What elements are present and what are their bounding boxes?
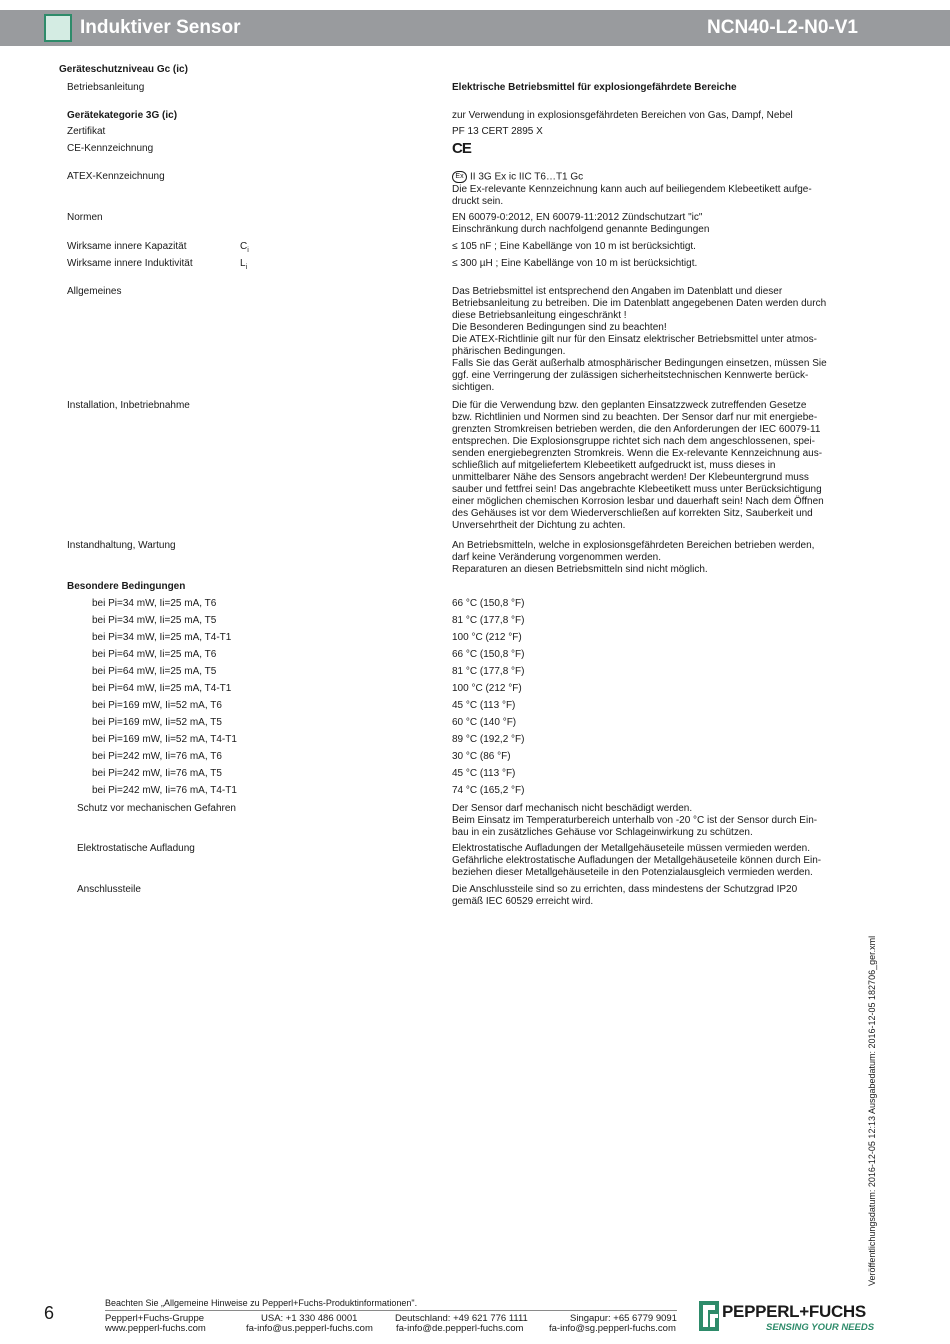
schutz-text: Der Sensor darf mechanisch nicht beschädigt werden. Beim Einsatz im Temperaturbereich unterhalb von -20 °C ist der Sensor durch Ein- bau in ein zusätzliches Gehäuse vor Schlageinwirkung zu schützen.	[452, 803, 818, 838]
installation-text: Die für die Verwendung bzw. den geplanten Einsatzzweck zutreffenden Gesetze bzw. Richtlinien und Normen sind zu beachten. Der Sensor darf nur mit energiebe- grenzten Stromkreisen betrieben werden, die den Anforderungen der IEC 60079-11 entsprechen. Die Explosionsgruppe richtet sich nach dem angeschlossenen, spei- senden energiebegrenzten Stromkreis. Wenn die Ex-relevante Kennzeichnung aus- schließlich auf mitgeliefertem Klebeetikett aufgedruckt ist, muss dieses in unmittelbarer Nähe des Sensors angebracht werden! Der Klebeuntergrund muss sauber und fettfrei sein! Das angebrachte Klebeetikett muss unter Berücksichtigung einer möglichen chemischen Korrosion lesbar und dauerhaft sein! Nach dem Öffnen des Gehäuses ist vor dem Wiederverschließen auf korrekten Sitz, Sauberkeit und Unversehrtheit der Dichtung zu achten.	[452, 400, 824, 531]
condition-value: 100 °C (212 °F)	[452, 632, 522, 643]
condition-label: bei Pi=64 mW, Ii=25 mA, T6	[92, 649, 217, 660]
brand-name: PEPPERL+FUCHS	[722, 1302, 866, 1321]
induktivitaet-label: Wirksame innere Induktivität	[67, 258, 193, 269]
footer-website-link[interactable]: www.pepperl-fuchs.com	[105, 1323, 206, 1334]
kapazitaet-label: Wirksame innere Kapazität	[67, 241, 187, 252]
elektrostatik-text: Elektrostatische Aufladungen der Metallgehäuseteile müssen vermieden werden. Gefährliche elektrostatische Aufladungen der Metallgehäuseteile können durch Ein- beziehen dieser Metallgehäuseteile in den Potenzialausgleich vermieden werden.	[452, 843, 822, 878]
kapazitaet-value: ≤ 105 nF ; Eine Kabellänge von 10 m ist berücksichtigt.	[452, 241, 696, 252]
induktivitaet-symbol: $L_i$	[240, 258, 248, 271]
allgemeines-text: Das Betriebsmittel ist entsprechend den Angaben im Datenblatt und dieser Betriebsanleitung zu betreiben. Die im Datenblatt angegebenen Daten werden durch diese Betriebsanleitung eingeschränkt ! Die Besonderen Bedingungen sind zu beachten! Die ATEX-Richtlinie gilt nur für den Einsatz elektrischer Betriebsmittel unter atmos- phärischen Bedingungen. Falls Sie das Gerät außerhalb atmosphärischer Bedingungen einsetzen, müssen Sie ggf. eine Verringerung der zulässigen sicherheitstechnischen Kennwerte berück- sichtigen.	[452, 286, 827, 393]
betriebsanleitung-value: Elektrische Betriebsmittel für explosiongefährdete Bereiche	[452, 82, 737, 93]
condition-value: 66 °C (150,8 °F)	[452, 649, 525, 660]
ce-label: CE-Kennzeichnung	[67, 143, 154, 154]
header-square-icon	[44, 14, 72, 42]
footer-phone-usa: USA: +1 330 486 0001	[261, 1313, 358, 1324]
normen-line: Einschränkung durch nachfolgend genannte Bedingungen	[452, 224, 710, 235]
footer-divider	[105, 1310, 677, 1311]
condition-value: 45 °C (113 °F)	[452, 768, 516, 779]
condition-label: bei Pi=169 mW, Ii=52 mA, T6	[92, 700, 222, 711]
conditions-title: Besondere Bedingungen	[67, 581, 186, 592]
atex-marking	[452, 171, 583, 184]
page-number: 6	[44, 1303, 55, 1323]
installation-label: Installation, Inbetriebnahme	[67, 400, 190, 411]
atex-line: II 3G Ex ic IIC T6…T1 Gc	[470, 171, 584, 183]
ce-mark-icon: CE	[452, 140, 471, 157]
footer-note: Beachten Sie „Allgemeine Hinweise zu Pepperl+Fuchs-Produktinformationen".	[105, 1298, 418, 1308]
condition-value: 81 °C (177,8 °F)	[452, 666, 525, 677]
document-header	[0, 10, 950, 46]
anschluss-text: Die Anschlussteile sind so zu errichten, dass mindestens der Schutzgrad IP20 gemäß IEC 60529 erreicht wird.	[452, 884, 798, 907]
condition-label: bei Pi=242 mW, Ii=76 mA, T5	[92, 768, 222, 779]
condition-value: 100 °C (212 °F)	[452, 683, 522, 694]
ex-symbol-icon: Ex	[452, 171, 467, 183]
condition-value: 60 °C (140 °F)	[452, 717, 517, 728]
condition-value: 74 °C (165,2 °F)	[452, 785, 525, 796]
footer-phone-de: Deutschland: +49 621 776 1111	[395, 1313, 528, 1324]
brand-slogan: SENSING YOUR NEEDS	[766, 1322, 875, 1333]
footer-email-de[interactable]: fa-info@de.pepperl-fuchs.com	[396, 1323, 524, 1334]
footer-email-sg[interactable]: fa-info@sg.pepperl-fuchs.com	[549, 1323, 676, 1334]
induktivitaet-value: ≤ 300 µH ; Eine Kabellänge von 10 m ist berücksichtigt.	[452, 258, 698, 269]
condition-label: bei Pi=34 mW, Ii=25 mA, T5	[92, 615, 217, 626]
condition-label: bei Pi=34 mW, Ii=25 mA, T6	[92, 598, 217, 609]
schutz-label: Schutz vor mechanischen Gefahren	[77, 803, 236, 814]
atex-line: druckt sein.	[452, 196, 504, 207]
condition-label: bei Pi=64 mW, Ii=25 mA, T4-T1	[92, 683, 232, 694]
condition-value: 66 °C (150,8 °F)	[452, 598, 525, 609]
kategorie-label: Gerätekategorie 3G (ic)	[67, 110, 178, 121]
pepperl-fuchs-logo-icon	[699, 1301, 719, 1331]
top-margin	[0, 0, 950, 10]
condition-label: bei Pi=169 mW, Ii=52 mA, T5	[92, 717, 222, 728]
kapazitaet-symbol: $C_i$	[240, 241, 249, 254]
allgemeines-label: Allgemeines	[67, 286, 122, 297]
normen-line: EN 60079-0:2012, EN 60079-11:2012 Zündschutzart "ic"	[452, 212, 703, 223]
condition-label: bei Pi=242 mW, Ii=76 mA, T4-T1	[92, 785, 237, 796]
publication-meta: Veröffentlichungsdatum: 2016-12-05 12:13 Ausgabedatum: 2016-12-05 182706_ger.xml	[867, 935, 877, 1286]
zertifikat-label: Zertifikat	[67, 126, 106, 137]
condition-label: bei Pi=242 mW, Ii=76 mA, T6	[92, 751, 222, 762]
condition-label: bei Pi=64 mW, Ii=25 mA, T5	[92, 666, 217, 677]
condition-value: 30 °C (86 °F)	[452, 751, 511, 762]
condition-label: bei Pi=169 mW, Ii=52 mA, T4-T1	[92, 734, 237, 745]
instandhaltung-text: An Betriebsmitteln, welche in explosionsgefährdeten Bereichen betrieben werden, darf keine Veränderung vorgenommen werden. Reparaturen an diesen Betriebsmitteln sind nicht möglich.	[452, 540, 815, 575]
atex-line: Die Ex-relevante Kennzeichnung kann auch auf beiliegendem Klebeetikett aufge-	[452, 184, 812, 195]
model-number: NCN40-L2-N0-V1	[707, 17, 858, 38]
footer-group: Pepperl+Fuchs-Gruppe	[105, 1313, 205, 1324]
page-title: Induktiver Sensor	[80, 17, 241, 38]
condition-value: 81 °C (177,8 °F)	[452, 615, 525, 626]
anschluss-label: Anschlussteile	[77, 884, 141, 895]
normen-label: Normen	[67, 212, 103, 223]
elektrostatik-label: Elektrostatische Aufladung	[77, 843, 195, 854]
condition-value: 89 °C (192,2 °F)	[452, 734, 525, 745]
instandhaltung-label: Instandhaltung, Wartung	[67, 540, 176, 551]
footer-email-usa[interactable]: fa-info@us.pepperl-fuchs.com	[246, 1323, 373, 1334]
footer-phone-sg: Singapur: +65 6779 9091	[570, 1313, 677, 1324]
condition-value: 45 °C (113 °F)	[452, 700, 516, 711]
kategorie-value: zur Verwendung in explosionsgefährdeten Bereichen von Gas, Dampf, Nebel	[452, 110, 793, 121]
atex-label: ATEX-Kennzeichnung	[67, 171, 165, 182]
zertifikat-value: PF 13 CERT 2895 X	[452, 126, 543, 137]
condition-label: bei Pi=34 mW, Ii=25 mA, T4-T1	[92, 632, 232, 643]
betriebsanleitung-label: Betriebsanleitung	[67, 82, 145, 93]
section-title: Geräteschutzniveau Gc (ic)	[59, 64, 188, 75]
